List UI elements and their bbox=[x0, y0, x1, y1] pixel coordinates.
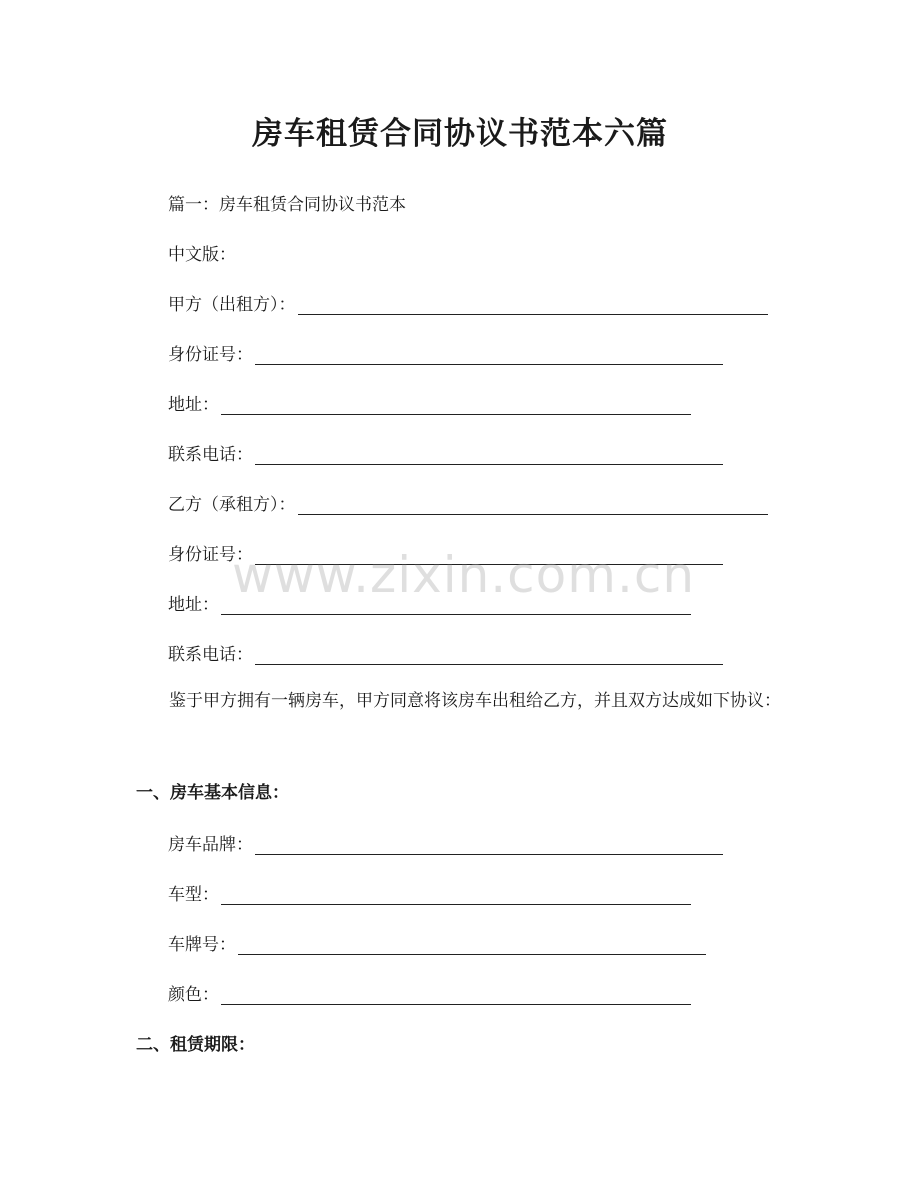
model-blank[interactable] bbox=[221, 889, 691, 905]
party-a-blank[interactable] bbox=[298, 299, 768, 315]
party-b-blank[interactable] bbox=[298, 499, 768, 515]
party-a-label: 甲方（出租方）： bbox=[168, 295, 296, 315]
party-a-phone-row bbox=[168, 440, 723, 465]
party-b-row bbox=[168, 490, 768, 515]
party-a-phone-label: 联系电话： bbox=[168, 445, 253, 465]
intro-paragraph: 鉴于甲方拥有一辆房车，甲方同意将该房车出租给乙方，并且双方达成如下协议： bbox=[169, 691, 781, 711]
color-row bbox=[168, 980, 691, 1005]
party-a-id-blank[interactable] bbox=[255, 349, 723, 365]
party-a-address-blank[interactable] bbox=[221, 399, 691, 415]
plate-row bbox=[168, 930, 706, 955]
party-b-phone-label: 联系电话： bbox=[168, 645, 253, 665]
party-b-address-label: 地址： bbox=[168, 595, 219, 615]
watermark: www.zixin.com.cn bbox=[232, 546, 696, 604]
brand-blank[interactable] bbox=[255, 839, 723, 855]
section-1-heading: 一、房车基本信息： bbox=[136, 783, 289, 803]
party-a-phone-blank[interactable] bbox=[255, 449, 723, 465]
brand-row bbox=[168, 830, 723, 855]
party-b-phone-blank[interactable] bbox=[255, 649, 723, 665]
party-a-id-row bbox=[168, 340, 723, 365]
party-a-row bbox=[168, 290, 768, 315]
color-blank[interactable] bbox=[221, 989, 691, 1005]
party-b-id-label: 身份证号： bbox=[168, 545, 253, 565]
party-a-address-row bbox=[168, 390, 691, 415]
section-label: 篇一：房车租赁合同协议书范本 bbox=[168, 195, 406, 215]
party-b-phone-row bbox=[168, 640, 723, 665]
model-label: 车型： bbox=[168, 885, 219, 905]
party-a-id-label: 身份证号： bbox=[168, 345, 253, 365]
version-label: 中文版： bbox=[168, 245, 236, 265]
model-row bbox=[168, 880, 691, 905]
brand-label: 房车品牌： bbox=[168, 835, 253, 855]
plate-blank[interactable] bbox=[238, 939, 706, 955]
party-a-address-label: 地址： bbox=[168, 395, 219, 415]
party-b-label: 乙方（承租方）： bbox=[168, 495, 296, 515]
plate-label: 车牌号： bbox=[168, 935, 236, 955]
color-label: 颜色： bbox=[168, 985, 219, 1005]
section-2-heading: 二、租赁期限： bbox=[136, 1035, 255, 1055]
document-title: 房车租赁合同协议书范本六篇 bbox=[252, 116, 668, 152]
